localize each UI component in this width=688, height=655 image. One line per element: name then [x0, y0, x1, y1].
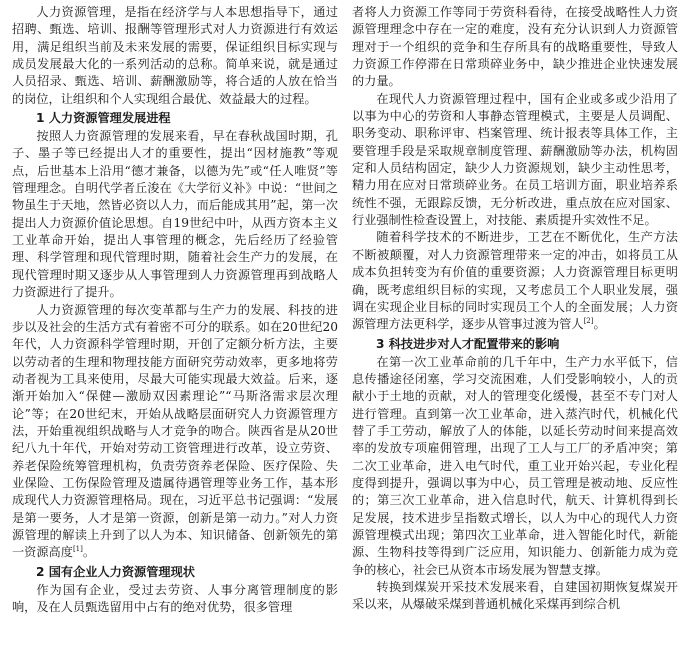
paragraph-status-3-text: 随着科学技术的不断进步，工艺在不断优化，生产方法不断被颠覆，对人力资源管理带来一定的冲击，如将员工从成本负担转变为有价值的重要资源；人力资源管理目标更明确，既考虑组织目标的实现，又考虑员工个人职业发展，强调在实现企业目标的同时实现员工个人的全面发展；人力资源管理方法更科学，逐步从管事过渡为管人: [352, 230, 678, 332]
paragraph-status-2: 在现代人力资源管理过程中，国有企业或多或少沿用了以事为中心的劳资和人事静态管理模式，主要是人员调配、职务变动、职称评审、档案管理、统计报表等具体工作，主要管理手段是采取规章制度管理、薪酬激励等办法，机构固定和人员结构固定，缺少人力资源规划，缺少主动性思考，精力用在应对日常琐碎业务。在员工培训方面，职业培养系统性不强，无跟踪反馈，无分析改进，重点放在应对国家、行业强制性检查设置上，对技能、素质提升实效性不足。: [352, 91, 678, 228]
paragraph-status-3-end: 。: [593, 317, 606, 332]
right-column: [352, 4, 678, 655]
paragraph-status-1: 作为国有企业，受过去劳资、人事分离管理制度的影响，及在人员甄选留用中占有的绝对优势，很多管理: [12, 582, 338, 614]
paragraph-status-1-continued: 者将人力资源工作等同于劳资科看待，在接受战略性人力资源管理理念中存在一定的难度，没有充分认识到人力资源管理对于一个组织的竞争和生存所具有的战略重要性，导致人力资源工作停滞在日常琐碎业务中，缺少推进企业快速发展的力量。: [352, 5, 678, 89]
reference-marker-2[interactable]: [2]: [583, 317, 594, 326]
paragraph-history-1: 按照人力资源管理的发展来看，早在春秋战国时期，孔子、墨子等已经提出人才的重要性，提出“因材施教”等观点，后世基本上沿用“德才兼备，以德为先”或“任人唯贤”等管理理念。自明代学者丘浚在《大学衍义补》中说：“世间之物虽生于天地，然皆必资以人力，而后能成其用”起，第一次提出人力资源价值论思想。自19世纪中叶，从西方资本主义工业革命开始，提出人事管理的概念，先后经历了经验管理、科学管理和现代管理时期，随着社会生产力的发展，在现代管理时期又逐步从人事管理到人力资源管理再到战略人力资源进行了提升。: [12, 129, 338, 300]
paragraph-technology-1: 在第一次工业革命前的几千年中，生产力水平低下，信息传播途径闭塞，学习交流困难，人们受影响较小，人的贡献小于土地的贡献，对人的管理变化缓慢，甚至不专门对人进行管理。直到第一次工业革命，进入蒸汽时代，机械化代替了手工劳动，解放了人的体能，以延长劳动时间来提高效率的发放专项雇佣管理，出现了工人与工厂的矛盾冲突；第二次工业革命，进入电气时代，重工业开始兴起，专业化程度得到提升，强调以事为中心，员工管理是被动地、反应性的；第三次工业革命，进入信息时代，航天、计算机得到长足发展，技术进步呈指数式增长，以人为中心的现代人力资源管理模式出现；第四次工业革命，进入智能化时代，新能源、生物科技等得到广泛应用，知识能力、创新能力成为竞争的核心，社会已从资本市场发展为智慧支撑。: [352, 354, 678, 577]
section-heading-3: 3 科技进步对人才配置带来的影响: [376, 336, 560, 351]
paragraph-status-3: [352, 229, 678, 333]
paragraph-history-2-end: 。: [82, 545, 96, 560]
paragraph-history-2-text: 人力资源管理的每次变革都与生产力的发展、科技的进步以及社会的生活方式有着密不可分的联系。如在20世纪20年代，人力资源科学管理时期，开创了定额分析方法，主要以劳动者的生理和物理技能方面研究劳动效率，更多地将劳动者视为工具来使用，尽最大可能实现最大效益。后来，逐渐开始加入“保健—激励双因素理论”“马斯洛需求层次理论”等；在20世纪末，开始从战略层面研究人力资源管理方法，开始重视组织战略与人才竞争的吻合。陕西省是从20世纪八九十年代，开始对劳动工资管理进行改革，设立劳资、养老保险统筹管理机构，负责劳资养老保险、医疗保险、失业保险、工伤保险管理及遗属待遇管理等业务工作，基本形成现代人力资源管理格局。现在，习近平总书记强调：“发展是第一要务，人才是第一资源，创新是第一动力。”对人力资源管理的解读上升到了以人为本、知识储备、创新领先的第一资源高度: [12, 302, 338, 560]
paragraph-technology-2: 转换到煤炭开采技术发展来看，自建国初期恢复煤炭开采以来，从爆破采煤到普通机械化采煤再到综合机: [352, 580, 678, 612]
reference-marker-1[interactable]: [1]: [72, 545, 83, 554]
section-heading-2: 2 国有企业人力资源管理现状: [36, 564, 195, 579]
left-column: [12, 4, 338, 655]
paragraph-history-2: [12, 302, 338, 562]
paragraph-intro: 人力资源管理，是指在经济学与人本思想指导下，通过招聘、甄选、培训、报酬等管理形式对人力资源进行有效运用，满足组织当前及未来发展的需要，保证组织目标实现与成员发展最大化的一系列活动的总称。简单来说，就是通过人员招录、甄选、培训、薪酬激励等，将合适的人放在恰当的岗位，让组织和个人实现组合最优、效益最大的过程。: [12, 5, 338, 106]
section-heading-1: 1 人力资源管理发展进程: [36, 111, 171, 126]
